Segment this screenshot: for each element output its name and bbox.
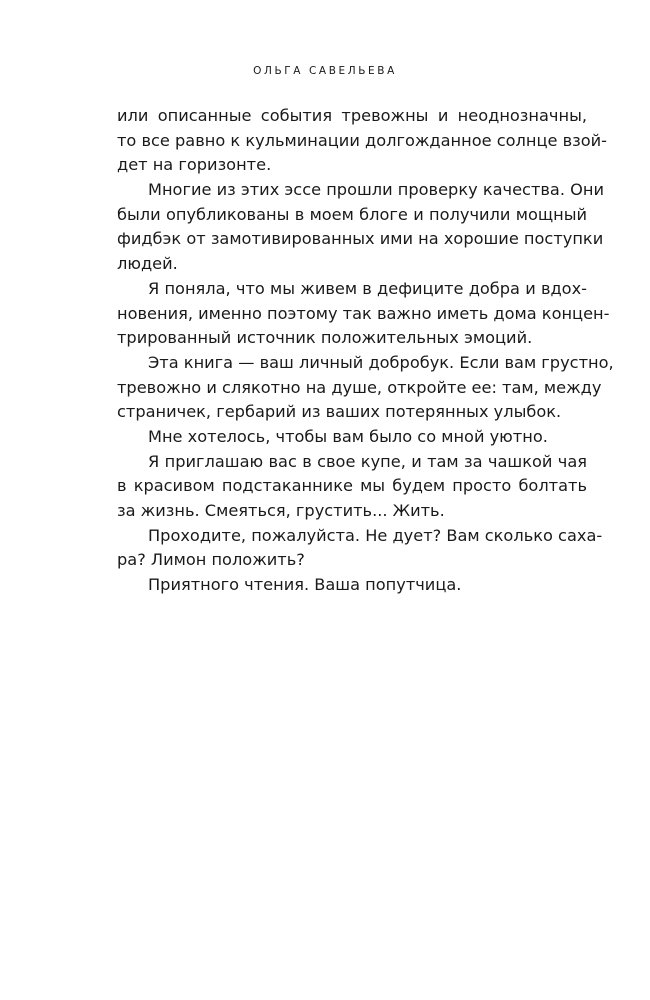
paragraph (117, 277, 610, 351)
text-line: трированный источник положительных эмоций. (117, 328, 533, 348)
paragraph (117, 178, 604, 277)
text-line: или описанные события тревожны и неоднозначны, (117, 106, 587, 125)
paragraph (117, 104, 607, 178)
text-line: Проходите, пожалуйста. Не дует? Вам сколько саха- (148, 525, 603, 545)
running-header-author: ОЛЬГА САВЕЛЬЕВА (253, 65, 397, 77)
text-line: Эта книга — ваш личный добробук. Если вам грустно, (148, 352, 614, 372)
text-line: Мне хотелось, чтобы вам было со мной уютно. (148, 426, 548, 446)
text-line: Многие из этих эссе прошли проверку качества. Они (148, 180, 604, 200)
paragraph (117, 351, 614, 425)
text-line: Я поняла, что мы живем в дефиците добра и вдох- (148, 278, 587, 298)
paragraph (117, 573, 587, 598)
paragraph (117, 425, 587, 450)
page-body (117, 104, 614, 598)
text-line: страничек, гербарий из ваших потерянных улыбок. (117, 402, 562, 422)
text-line: в красивом подстаканнике мы будем просто болтать (117, 476, 587, 496)
text-line: ра? Лимон положить? (117, 550, 305, 570)
text-line: были опубликованы в моем блоге и получили мощный (117, 204, 587, 224)
text-line: Приятного чтения. Ваша попутчица. (148, 575, 462, 595)
text-line: тревожно и слякотно на душе, откройте ее: там, между (117, 377, 602, 397)
text-line: Я приглашаю вас в свое купе, и там за чашкой чая (148, 451, 587, 471)
text-line: людей. (117, 254, 178, 274)
text-line: то все равно к кульминации долгожданное солнце взой- (117, 130, 607, 150)
text-line: дет на горизонте. (117, 155, 272, 175)
paragraph (117, 524, 603, 573)
text-line: новения, именно поэтому так важно иметь дома концен- (117, 303, 610, 323)
paragraph (117, 450, 587, 524)
text-line: за жизнь. Смеяться, грустить... Жить. (117, 501, 445, 520)
text-line: фидбэк от замотивированных ими на хорошие поступки (117, 229, 604, 249)
